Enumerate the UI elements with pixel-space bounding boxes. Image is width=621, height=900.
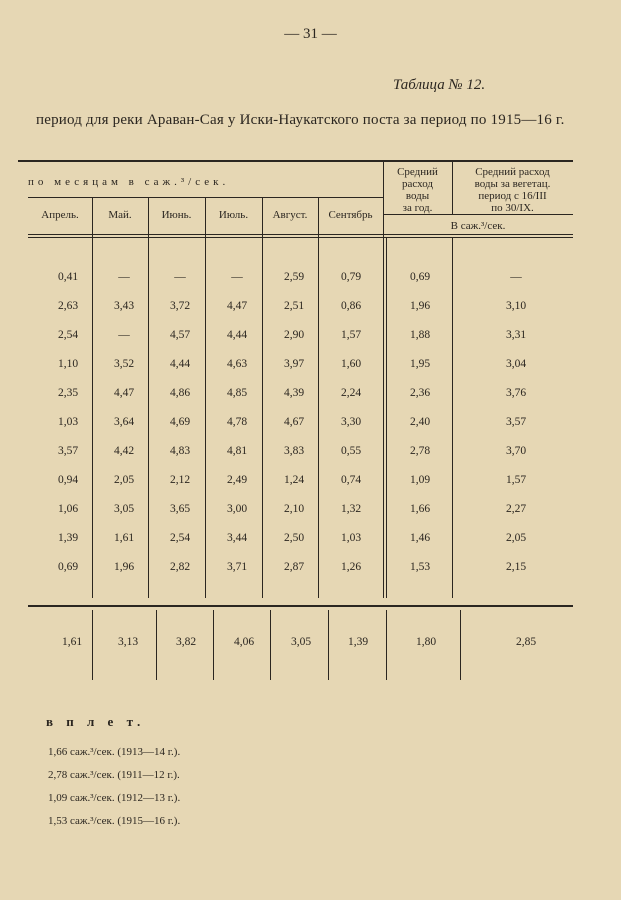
table-cell: 1,46 bbox=[409, 532, 431, 544]
table-cell: 2,24 bbox=[340, 387, 362, 399]
table-cell: 1,03 bbox=[340, 532, 362, 544]
unit-header: В саж.³/сек. bbox=[450, 220, 506, 232]
table-cell: 3,70 bbox=[505, 445, 527, 457]
table-cell: 1,60 bbox=[340, 358, 362, 370]
table-cell: 2,90 bbox=[283, 329, 305, 341]
month-header-may: Май. bbox=[108, 209, 132, 221]
summary-cell: 3,13 bbox=[117, 636, 139, 648]
col-rule bbox=[460, 610, 461, 680]
header-line: за год. bbox=[402, 202, 433, 214]
table-cell: 4,83 bbox=[169, 445, 191, 457]
table-cell: 2,82 bbox=[169, 561, 191, 573]
table-cell: 2,49 bbox=[226, 474, 248, 486]
table-cell: 3,52 bbox=[113, 358, 135, 370]
table-cell: 4,47 bbox=[226, 300, 248, 312]
table-cell: 4,63 bbox=[226, 358, 248, 370]
table-cell: 0,74 bbox=[340, 474, 362, 486]
subheading: в п л е т. bbox=[46, 714, 146, 729]
table-cell: 3,05 bbox=[113, 503, 135, 515]
col-rule bbox=[452, 238, 453, 598]
table-cell: 2,05 bbox=[113, 474, 135, 486]
table-cell: — bbox=[118, 329, 130, 341]
table-cell: 3,83 bbox=[283, 445, 305, 457]
table-cell: 2,51 bbox=[283, 300, 305, 312]
table-cell: 1,10 bbox=[57, 358, 79, 370]
table-cell: 1,39 bbox=[57, 532, 79, 544]
table-cell: 1,95 bbox=[409, 358, 431, 370]
table-label: Таблица № 12. bbox=[393, 77, 486, 93]
month-header-august: Август. bbox=[272, 209, 308, 221]
table-cell: 3,31 bbox=[505, 329, 527, 341]
table-cell: 4,42 bbox=[113, 445, 135, 457]
table-cell: 1,32 bbox=[340, 503, 362, 515]
table-cell: 0,94 bbox=[57, 474, 79, 486]
summary-cell: 4,06 bbox=[233, 636, 255, 648]
header-line: период с 16/III bbox=[478, 190, 547, 202]
table-cell: 1,96 bbox=[113, 561, 135, 573]
page-number: — 31 — bbox=[284, 26, 337, 42]
table-cell: 3,44 bbox=[226, 532, 248, 544]
table-cell: 2,78 bbox=[409, 445, 431, 457]
header-line: воды за вегетац. bbox=[474, 178, 551, 190]
footnote-line: 1,09 саж.³/сек. (1912—13 г.). bbox=[48, 792, 181, 804]
table-cell: — bbox=[231, 271, 243, 283]
table-cell: 2,54 bbox=[169, 532, 191, 544]
table-cell: 4,81 bbox=[226, 445, 248, 457]
table-cell: 3,30 bbox=[340, 416, 362, 428]
table-cell: 1,06 bbox=[57, 503, 79, 515]
table-cell: 4,69 bbox=[169, 416, 191, 428]
table-cell: 4,39 bbox=[283, 387, 305, 399]
col-rule bbox=[386, 238, 387, 598]
table-cell: 2,63 bbox=[57, 300, 79, 312]
table-cell: 0,41 bbox=[57, 271, 79, 283]
header-bottom-rule-2 bbox=[28, 237, 573, 238]
page-heading: период для реки Араван-Сая у Иски-Наукатского поста за период по 1915—16 г. bbox=[36, 112, 565, 128]
table-cell: 1,26 bbox=[340, 561, 362, 573]
table-cell: 2,15 bbox=[505, 561, 527, 573]
header-line: Средний bbox=[397, 166, 438, 178]
table-cell: 1,61 bbox=[113, 532, 135, 544]
header-bottom-rule bbox=[28, 234, 573, 235]
table-cell: 1,24 bbox=[283, 474, 305, 486]
table-cell: 3,57 bbox=[505, 416, 527, 428]
table-cell: 2,10 bbox=[283, 503, 305, 515]
table-cell: 3,43 bbox=[113, 300, 135, 312]
table-cell: 4,44 bbox=[169, 358, 191, 370]
table-cell: 3,76 bbox=[505, 387, 527, 399]
table-cell: 0,69 bbox=[57, 561, 79, 573]
table-cell: 0,79 bbox=[340, 271, 362, 283]
table-cell: 3,64 bbox=[113, 416, 135, 428]
table-cell: 3,04 bbox=[505, 358, 527, 370]
table-cell: 3,65 bbox=[169, 503, 191, 515]
table-top-rule bbox=[18, 160, 573, 162]
table-cell: 2,59 bbox=[283, 271, 305, 283]
header-line: Средний расход bbox=[475, 166, 550, 178]
table-cell: 0,55 bbox=[340, 445, 362, 457]
table-cell: 2,35 bbox=[57, 387, 79, 399]
avg-year-header bbox=[383, 166, 452, 214]
table-cell: 2,87 bbox=[283, 561, 305, 573]
table-cell: 1,88 bbox=[409, 329, 431, 341]
table-cell: 1,03 bbox=[57, 416, 79, 428]
summary-cell: 1,39 bbox=[347, 636, 369, 648]
table-cell: 4,85 bbox=[226, 387, 248, 399]
table-cell: 3,10 bbox=[505, 300, 527, 312]
months-group-header: по месяцам в саж.³/сек. bbox=[28, 176, 230, 188]
table-cell: 2,36 bbox=[409, 387, 431, 399]
table-cell: 2,54 bbox=[57, 329, 79, 341]
table-cell: 2,50 bbox=[283, 532, 305, 544]
header-line: воды bbox=[405, 190, 430, 202]
table-cell: 2,12 bbox=[169, 474, 191, 486]
right-header-rule bbox=[383, 214, 573, 215]
month-header-september: Сентябрь bbox=[328, 209, 373, 221]
table-cell: 3,71 bbox=[226, 561, 248, 573]
table-cell: 3,00 bbox=[226, 503, 248, 515]
summary-top-rule bbox=[28, 605, 573, 607]
summary-cell: 1,80 bbox=[415, 636, 437, 648]
table-cell: 1,09 bbox=[409, 474, 431, 486]
header-line: по 30/IX. bbox=[491, 202, 534, 214]
table-cell: 1,96 bbox=[409, 300, 431, 312]
table-cell: 4,86 bbox=[169, 387, 191, 399]
month-header-july: Июль. bbox=[218, 209, 249, 221]
table-cell: 4,67 bbox=[283, 416, 305, 428]
table-cell: 3,57 bbox=[57, 445, 79, 457]
table-cell: 2,40 bbox=[409, 416, 431, 428]
table-cell: 3,97 bbox=[283, 358, 305, 370]
table-cell: 4,44 bbox=[226, 329, 248, 341]
table-cell: 3,72 bbox=[169, 300, 191, 312]
table-cell: 1,57 bbox=[340, 329, 362, 341]
table-cell: — bbox=[174, 271, 186, 283]
footnote-line: 2,78 саж.³/сек. (1911—12 г.). bbox=[48, 769, 180, 781]
table-cell: 2,27 bbox=[505, 503, 527, 515]
month-header-april: Апрель. bbox=[41, 209, 79, 221]
summary-cell: 3,05 bbox=[290, 636, 312, 648]
footnote-line: 1,53 саж.³/сек. (1915—16 г.). bbox=[48, 815, 181, 827]
summary-cell: 2,85 bbox=[515, 636, 537, 648]
month-header-june: Июнь. bbox=[161, 209, 192, 221]
table-cell: 0,86 bbox=[340, 300, 362, 312]
table-cell: 0,69 bbox=[409, 271, 431, 283]
table-cell: 4,78 bbox=[226, 416, 248, 428]
table-cell: 1,53 bbox=[409, 561, 431, 573]
table-cell: 2,05 bbox=[505, 532, 527, 544]
avg-vegetation-header bbox=[452, 166, 573, 214]
table-cell: 4,47 bbox=[113, 387, 135, 399]
table-cell: — bbox=[510, 271, 522, 283]
table-cell: 4,57 bbox=[169, 329, 191, 341]
summary-cell: 3,82 bbox=[175, 636, 197, 648]
table-cell: 1,66 bbox=[409, 503, 431, 515]
header-line: расход bbox=[402, 178, 433, 190]
summary-cell: 1,61 bbox=[61, 636, 83, 648]
table-cell: 1,57 bbox=[505, 474, 527, 486]
footnote-line: 1,66 саж.³/сек. (1913—14 г.). bbox=[48, 746, 181, 758]
table-cell: — bbox=[118, 271, 130, 283]
